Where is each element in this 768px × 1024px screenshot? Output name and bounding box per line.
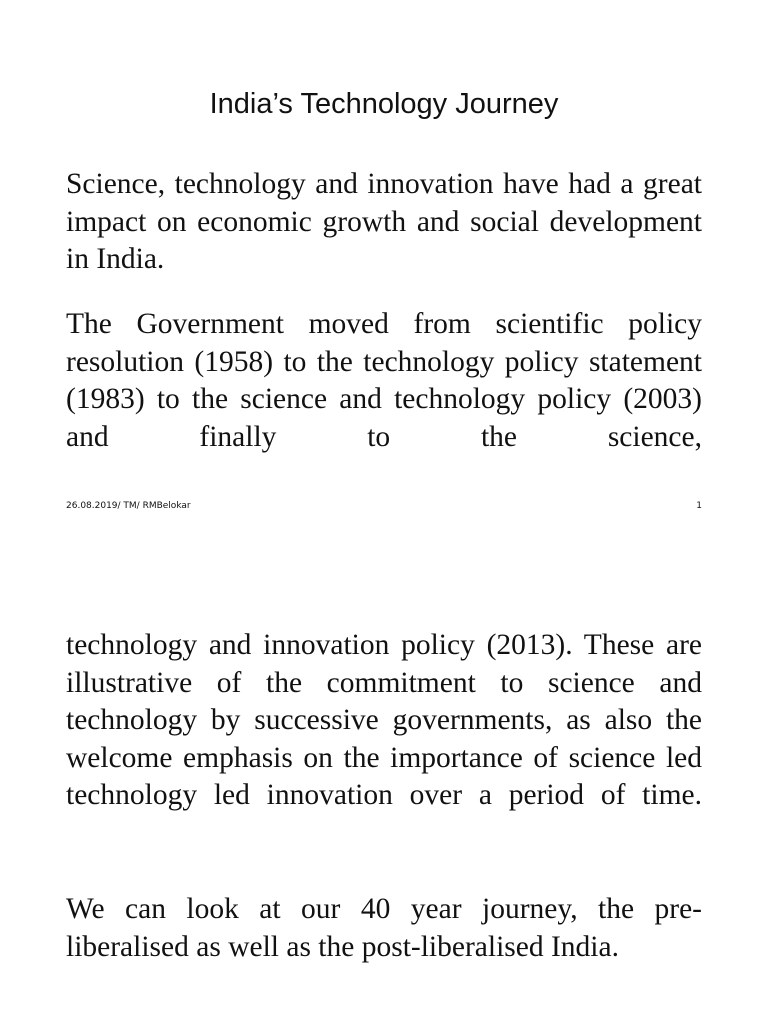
- paragraph-policy-history: The Government moved from scientific policy resolution (1958) to the technology policy statement (1983) to the science and technology policy (2003) and finally to the science,: [66, 308, 702, 453]
- footer-date-author: 26.08.2019/ TM/ RMBelokar: [66, 501, 191, 511]
- slide-2: [0, 530, 768, 1024]
- paragraph-policy-continued: technology and innovation policy (2013). These are illustrative of the commitment to science and technology by successive governments, as also the welcome emphasis on the importance of science led technology led innovation over a period of time.: [66, 629, 702, 811]
- page-title: India’s Technology Journey: [209, 88, 559, 120]
- paragraph-intro: Science, technology and innovation have had a great impact on economic growth and social development in India.: [66, 168, 702, 275]
- page-number: 1: [696, 501, 702, 511]
- paragraph-journey: We can look at our 40 year journey, the pre-liberalised as well as the post-liberalised India.: [66, 893, 702, 963]
